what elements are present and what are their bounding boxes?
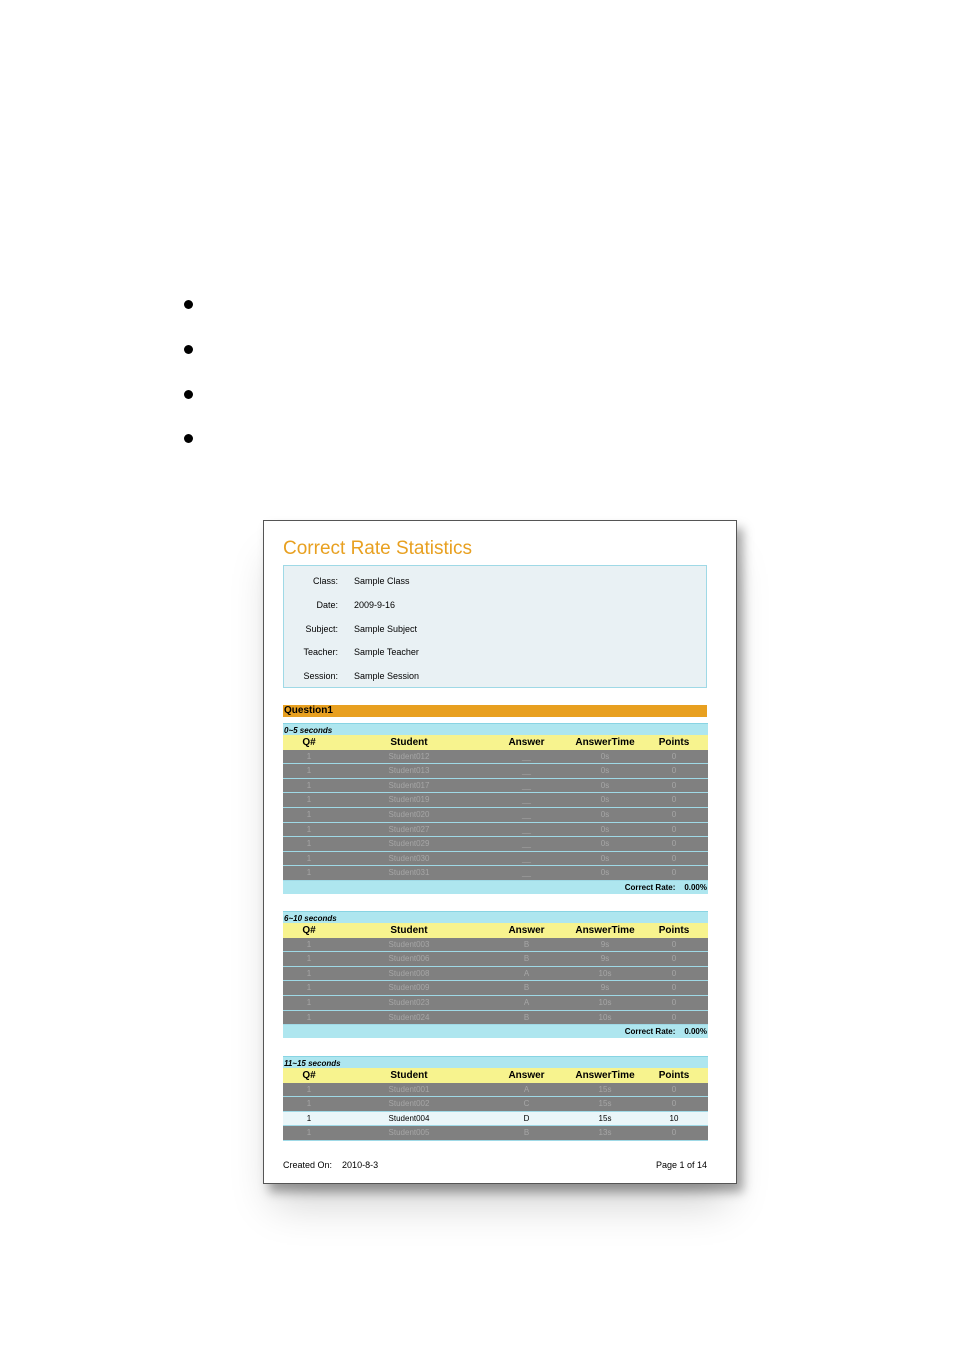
table-cell: A [523, 997, 530, 1007]
table-row [283, 764, 708, 779]
table-cell: Student004 [388, 1113, 430, 1123]
footer-page-number: Page 1 of 14 [655, 1160, 707, 1170]
correct-rate-label: Correct Rate: [624, 1027, 676, 1037]
correct-rate-value: 0.00% [684, 1027, 707, 1037]
table-cell: Student001 [388, 1084, 430, 1094]
table-cell: Student019 [388, 795, 430, 805]
footer-created [283, 1160, 378, 1170]
table-row [283, 1083, 708, 1098]
table-cell: Student006 [388, 954, 430, 964]
info-value: Sample Class [354, 576, 410, 586]
table-cell: 1 [306, 795, 312, 805]
table-cell: 0 [671, 868, 677, 878]
table-row [283, 996, 708, 1011]
table-cell: 15s [598, 1084, 612, 1094]
column-header: Points [658, 925, 690, 936]
info-value: 2009-9-16 [354, 600, 396, 610]
info-label: Subject: [305, 624, 338, 634]
table-cell: __ [522, 766, 531, 776]
table-cell: B [523, 954, 530, 964]
column-header: Points [658, 1070, 690, 1081]
footer-created-value: 2010-8-3 [342, 1160, 379, 1170]
table-row [283, 793, 708, 808]
group-label: 6~10 seconds [283, 911, 708, 923]
table-cell: 1 [306, 824, 312, 834]
bullet-2-icon [184, 345, 193, 354]
table-cell: 1 [306, 939, 312, 949]
column-header: Q# [302, 1070, 316, 1081]
column-header: AnswerTime [575, 737, 635, 748]
table-cell: 0s [600, 751, 610, 761]
table-cell: 0 [671, 983, 677, 993]
table-cell: 0s [600, 824, 610, 834]
table-cell: B [523, 983, 530, 993]
table-cell: B [523, 1128, 530, 1138]
table-cell: 1 [306, 853, 312, 863]
table-cell: 10 [669, 1113, 679, 1123]
info-value: Sample Session [354, 671, 420, 681]
table-cell: Student005 [388, 1128, 430, 1138]
table-row [283, 866, 708, 881]
table-cell: Student023 [388, 997, 430, 1007]
info-row-teacher [284, 647, 706, 661]
table-cell: 0 [671, 954, 677, 964]
table-cell: 0 [671, 997, 677, 1007]
table-cell: 1 [306, 997, 312, 1007]
table-cell: 0s [600, 766, 610, 776]
table-cell: Student031 [388, 868, 430, 878]
table-cell: Student017 [388, 780, 430, 790]
table-cell: __ [522, 780, 531, 790]
info-label: Class: [312, 576, 338, 586]
table-row [283, 1011, 708, 1026]
table-row [283, 1112, 708, 1127]
bullet-3-icon [184, 390, 193, 399]
table-cell: 15s [598, 1099, 612, 1109]
table-cell: 0s [600, 853, 610, 863]
table-cell: 0 [671, 939, 677, 949]
table-cell: 1 [306, 1084, 312, 1094]
table-cell: 9s [600, 939, 610, 949]
table-cell: __ [522, 853, 531, 863]
table-header-row [283, 1068, 708, 1083]
bullet-4-icon [184, 434, 193, 443]
group-label: 0~5 seconds [283, 723, 708, 735]
table-cell: 0 [671, 968, 677, 978]
table-cell: Student020 [388, 809, 430, 819]
info-row-class [284, 576, 706, 590]
info-row-subject [284, 624, 706, 638]
table-row [283, 1097, 708, 1112]
table-cell: 0 [671, 751, 677, 761]
table-cell: 0 [671, 853, 677, 863]
column-header: Student [390, 737, 428, 748]
table-cell: 0 [671, 839, 677, 849]
table-cell: 0 [671, 1084, 677, 1094]
table-cell: 10s [598, 1012, 612, 1022]
table-cell: 0s [600, 868, 610, 878]
info-row-date [284, 600, 706, 614]
table-cell: 0s [600, 780, 610, 790]
correct-rate-row [283, 1025, 708, 1038]
table-cell: Student027 [388, 824, 430, 834]
table-cell: 1 [306, 983, 312, 993]
table-cell: 1 [306, 1099, 312, 1109]
table-cell: A [523, 1084, 530, 1094]
correct-rate-label: Correct Rate: [624, 882, 676, 892]
table-header-row [283, 923, 708, 938]
info-label: Session: [303, 671, 338, 681]
table-cell: D [523, 1113, 530, 1123]
table-cell: Student029 [388, 839, 430, 849]
table-row [283, 1126, 708, 1141]
table-cell: __ [522, 795, 531, 805]
report-preview [263, 520, 737, 1184]
column-header: Q# [302, 925, 316, 936]
time-group-6-10 [283, 911, 708, 1038]
column-header: Answer [508, 737, 545, 748]
info-row-session [284, 671, 706, 685]
table-cell: 10s [598, 968, 612, 978]
table-cell: 13s [598, 1128, 612, 1138]
table-cell: 0 [671, 809, 677, 819]
table-cell: 0 [671, 780, 677, 790]
table-cell: 1 [306, 968, 312, 978]
info-value: Sample Subject [354, 624, 418, 634]
table-cell: 1 [306, 766, 312, 776]
table-header-row [283, 735, 708, 750]
table-cell: 0 [671, 1012, 677, 1022]
column-header: Student [390, 1070, 428, 1081]
column-header: Points [658, 737, 690, 748]
table-cell: A [523, 968, 530, 978]
info-value: Sample Teacher [354, 647, 419, 657]
table-cell: Student012 [388, 751, 430, 761]
info-label: Date: [316, 600, 338, 610]
table-cell: 0s [600, 839, 610, 849]
time-group-0-5 [283, 723, 708, 894]
table-cell: Student008 [388, 968, 430, 978]
table-row [283, 808, 708, 823]
table-cell: 1 [306, 1012, 312, 1022]
table-cell: 1 [306, 1128, 312, 1138]
table-cell: 15s [598, 1113, 612, 1123]
table-cell: 0 [671, 824, 677, 834]
table-row [283, 823, 708, 838]
table-cell: 9s [600, 954, 610, 964]
question-title: Question1 [283, 705, 707, 717]
table-cell: 1 [306, 809, 312, 819]
table-cell: 0 [671, 1128, 677, 1138]
table-row [283, 967, 708, 982]
table-cell: __ [522, 751, 531, 761]
report-info-box [283, 565, 707, 688]
table-cell: __ [522, 809, 531, 819]
table-cell: Student002 [388, 1099, 430, 1109]
table-cell: __ [522, 824, 531, 834]
table-cell: 1 [306, 1113, 312, 1123]
table-cell: Student003 [388, 939, 430, 949]
bullet-1-icon [184, 300, 193, 309]
report-title: Correct Rate Statistics [283, 538, 472, 559]
column-header: AnswerTime [575, 925, 635, 936]
group-label: 11~15 seconds [283, 1056, 708, 1068]
table-cell: B [523, 1012, 530, 1022]
table-cell: C [523, 1099, 530, 1109]
table-row [283, 938, 708, 953]
column-header: AnswerTime [575, 1070, 635, 1081]
time-group-11-15 [283, 1056, 708, 1141]
table-row [283, 852, 708, 867]
table-cell: 1 [306, 954, 312, 964]
table-cell: __ [522, 868, 531, 878]
table-cell: 0 [671, 1099, 677, 1109]
column-header: Student [390, 925, 428, 936]
table-cell: Student024 [388, 1012, 430, 1022]
table-cell: 1 [306, 751, 312, 761]
table-cell: 0 [671, 795, 677, 805]
table-row [283, 779, 708, 794]
table-cell: __ [522, 839, 531, 849]
table-cell: 0s [600, 809, 610, 819]
table-cell: 0s [600, 795, 610, 805]
column-header: Answer [508, 1070, 545, 1081]
table-row [283, 952, 708, 967]
table-row [283, 981, 708, 996]
table-cell: Student030 [388, 853, 430, 863]
table-cell: 0 [671, 766, 677, 776]
column-header: Answer [508, 925, 545, 936]
correct-rate-value: 0.00% [684, 882, 707, 892]
footer-created-label: Created On: [283, 1160, 333, 1170]
table-cell: 9s [600, 983, 610, 993]
table-cell: 1 [306, 780, 312, 790]
table-cell: 1 [306, 868, 312, 878]
table-cell: Student013 [388, 766, 430, 776]
table-cell: 10s [598, 997, 612, 1007]
table-row [283, 837, 708, 852]
column-header: Q# [302, 737, 316, 748]
table-cell: 1 [306, 839, 312, 849]
table-cell: Student009 [388, 983, 430, 993]
correct-rate-row [283, 881, 708, 894]
table-cell: B [523, 939, 530, 949]
info-label: Teacher: [303, 647, 338, 657]
table-row [283, 750, 708, 765]
